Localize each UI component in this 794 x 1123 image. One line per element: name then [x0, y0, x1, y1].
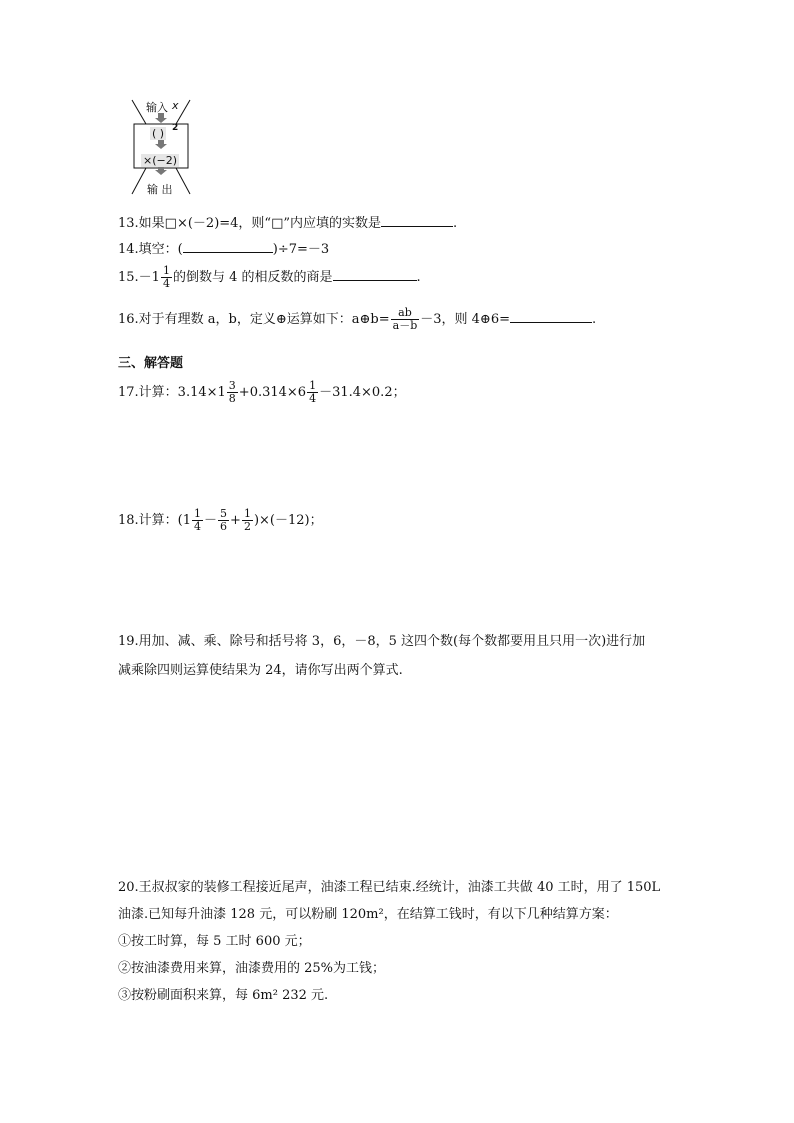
q13-text: 13.如果□×(－2)=4，则“□”内应填的实数是	[118, 216, 382, 231]
q18-plus: +	[230, 513, 241, 528]
q18-f1-den: 4	[194, 520, 202, 533]
q16-prefix: 16.对于有理数 a，b，定义⊕运算如下：a⊕b=	[118, 312, 390, 327]
q17-prefix: 17.计算：3.14×1	[118, 385, 226, 400]
question-19-line-1: 19.用加、减、乘、除号和括号将 3，6，－8，5 这四个数(每个数都要用且只用一次)进行加	[118, 634, 646, 649]
q16-middle: －3，则 4⊕6=	[420, 312, 510, 327]
question-15	[118, 265, 421, 290]
q18-fraction-2	[218, 508, 229, 533]
q15-prefix: 15.－1	[118, 270, 160, 285]
q18-suffix: )×(－12)；	[253, 513, 323, 528]
flowchart-output-label: 输 出	[147, 183, 173, 196]
q17-f1-den: 8	[228, 392, 236, 405]
question-20-option-3: ③按粉刷面积来算，每 6m² 232 元.	[118, 988, 329, 1003]
q17-fraction-1	[227, 380, 238, 405]
q18-fraction-1	[192, 508, 203, 533]
q18-f3-num: 1	[243, 507, 251, 520]
question-16	[118, 307, 596, 332]
q18-minus: －	[204, 513, 218, 528]
question-20-line-1: 20.王叔叔家的装修工程接近尾声，油漆工程已结束.经统计，油漆工共做 40 工时，用了 150L	[118, 880, 661, 895]
flowchart-input-var: x	[172, 99, 179, 112]
flowchart-square-exponent: 2	[172, 123, 179, 133]
q18-fraction-3	[242, 508, 253, 533]
q16-frac-num: ab	[391, 307, 420, 320]
q16-fraction	[391, 307, 420, 332]
q16-answer-blank[interactable]	[510, 310, 592, 323]
flowchart-input-label: 输入	[146, 101, 168, 114]
q13-answer-blank[interactable]	[381, 214, 453, 227]
q16-frac-den: a－b	[392, 319, 418, 332]
q17-f2-den: 4	[309, 392, 317, 405]
q16-end: .	[591, 312, 597, 327]
question-19-line-2: 减乘除四则运算使结果为 24，请你写出两个算式.	[118, 663, 403, 678]
q17-middle: +0.314×6	[238, 385, 307, 400]
q15-middle: 的倒数与 4 的相反数的商是	[172, 270, 333, 285]
flowchart-square-box: ( )	[152, 127, 165, 140]
question-14	[118, 238, 329, 257]
q15-end: .	[416, 270, 421, 285]
question-20-option-2: ②按油漆费用来算，油漆费用的 25%为工钱；	[118, 961, 386, 976]
q18-f2-num: 5	[220, 507, 228, 520]
q17-suffix: －31.4×0.2；	[319, 385, 406, 400]
q14-answer-blank[interactable]	[183, 240, 273, 253]
question-18	[118, 508, 323, 533]
q17-fraction-2	[307, 380, 318, 405]
question-20-option-1: ①按工时算，每 5 工时 600 元；	[118, 934, 311, 949]
q14-suffix: )÷7=－3	[272, 242, 330, 257]
q15-frac-num: 1	[162, 264, 170, 277]
question-20-line-2: 油漆.已知每升油漆 128 元，可以粉刷 120m²，在结算工钱时，有以下几种结算方案：	[118, 907, 618, 922]
q18-f2-den: 6	[220, 520, 228, 533]
q15-frac-den: 4	[162, 277, 170, 290]
q15-answer-blank[interactable]	[333, 268, 417, 281]
section-heading: 三、解答题	[118, 356, 184, 371]
q17-f2-num: 1	[309, 379, 317, 392]
q15-fraction	[161, 265, 172, 290]
q17-f1-num: 3	[228, 379, 236, 392]
q13-end: .	[453, 216, 458, 231]
q18-prefix: 18.计算：(1	[118, 513, 192, 528]
q14-prefix: 14.填空：(	[118, 242, 183, 257]
q18-f1-num: 1	[194, 507, 202, 520]
question-13	[118, 212, 457, 231]
flowchart-figure	[128, 98, 194, 196]
flowchart-multiply-box: ×(−2)	[143, 154, 178, 167]
q18-f3-den: 2	[243, 520, 251, 533]
question-17	[118, 380, 406, 405]
